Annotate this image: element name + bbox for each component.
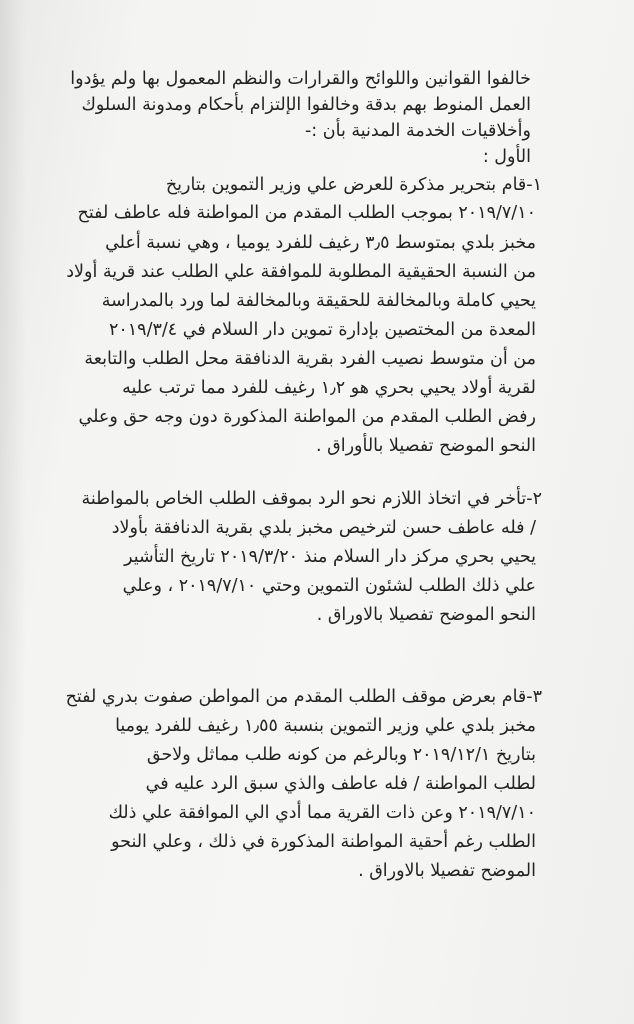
item1-line-5: يحيي كاملة وبالمخالفة للحقيقة وبالمخالفة لما ورد بالمدراسة (101, 291, 536, 311)
item1-line-2: ٢٠١٩/٧/١٠ بموجب الطلب المقدم من المواطنة فله عاطف لفتح (77, 203, 536, 223)
item1-line-6: المعدة من المختصين بإدارة تموين دار السلام في ٢٠١٩/٣/٤ (108, 320, 536, 340)
item3-line-2: مخبز بلدي علي وزير التموين بنسبة ١٫٥٥ رغيف للفرد يوميا (115, 716, 536, 736)
item3-line-4: لطلب المواطنة / فله عاطف والذي سبق الرد عليه في (145, 774, 536, 794)
item3-line-1: ٣-قام بعرض موقف الطلب المقدم من المواطن صفوت بدري لفتح (65, 687, 542, 707)
item1-line-1: ١-قام بتحرير مذكرة للعرض علي وزير التموين بتاريخ (165, 175, 542, 195)
item1-line-8: لقرية أولاد يحيي بحري هو ١٫٢ رغيف للفرد مما ترتب عليه (122, 378, 536, 398)
item3-line-6: الطلب رغم أحقية المواطنة المذكورة في ذلك ، وعلي النحو (111, 832, 536, 852)
intro-line-3: وأخلاقيات الخدمة المدنية بأن :- (304, 121, 531, 141)
intro-line-2: العمل المنوط بهم بدقة وخالفوا الإلتزام بأحكام ومدونة السلوك (81, 95, 531, 115)
page-edge-shadow (0, 0, 26, 1024)
section-heading-first: الأول : (482, 147, 531, 167)
item1-line-3: مخبز بلدي بمتوسط ٣٫٥ رغيف للفرد يوميا ، وهي نسبة أعلي (105, 233, 536, 253)
item3-line-7: الموضح تفصيلا بالاوراق . (358, 861, 536, 881)
item3-line-3: بتاريخ ٢٠١٩/١٢/١ وبالرغم من كونه طلب مماثل ولاحق (146, 745, 536, 765)
item3-line-5: ٢٠١٩/٧/١٠ وعن ذات القرية مما أدي الي الموافقة علي ذلك (108, 803, 536, 823)
item2-line-4: علي ذلك الطلب لشئون التموين وحتي ٢٠١٩/٧/١٠ ، وعلي (122, 576, 536, 596)
item1-line-9: رفض الطلب المقدم من المواطنة المذكورة دون وجه حق وعلي (78, 407, 536, 427)
item2-line-3: يحيي بحري مركز دار السلام منذ ٢٠١٩/٣/٢٠ تاريخ التأشير (124, 547, 536, 567)
item2-line-1: ٢-تأخر في اتخاذ اللازم نحو الرد بموقف الطلب الخاص بالمواطنة (81, 489, 542, 509)
item2-line-2: / فله عاطف حسن لترخيص مخبز بلدي بقرية الدنافقة بأولاد (111, 518, 536, 538)
item1-line-4: من النسبة الحقيقية المطلوبة للموافقة علي الطلب عند قرية أولاد (66, 262, 536, 282)
item1-line-10: النحو الموضح تفصيلا بالأوراق . (316, 436, 536, 456)
intro-line-1: خالفوا القوانين واللوائح والقرارات والنظم المعمول بها ولم يؤدوا (70, 69, 531, 89)
item1-line-7: من أن متوسط نصيب الفرد بقرية الدنافقة محل الطلب والتابعة (84, 349, 536, 369)
item2-line-5: النحو الموضح تفصيلا بالاوراق . (316, 605, 536, 625)
